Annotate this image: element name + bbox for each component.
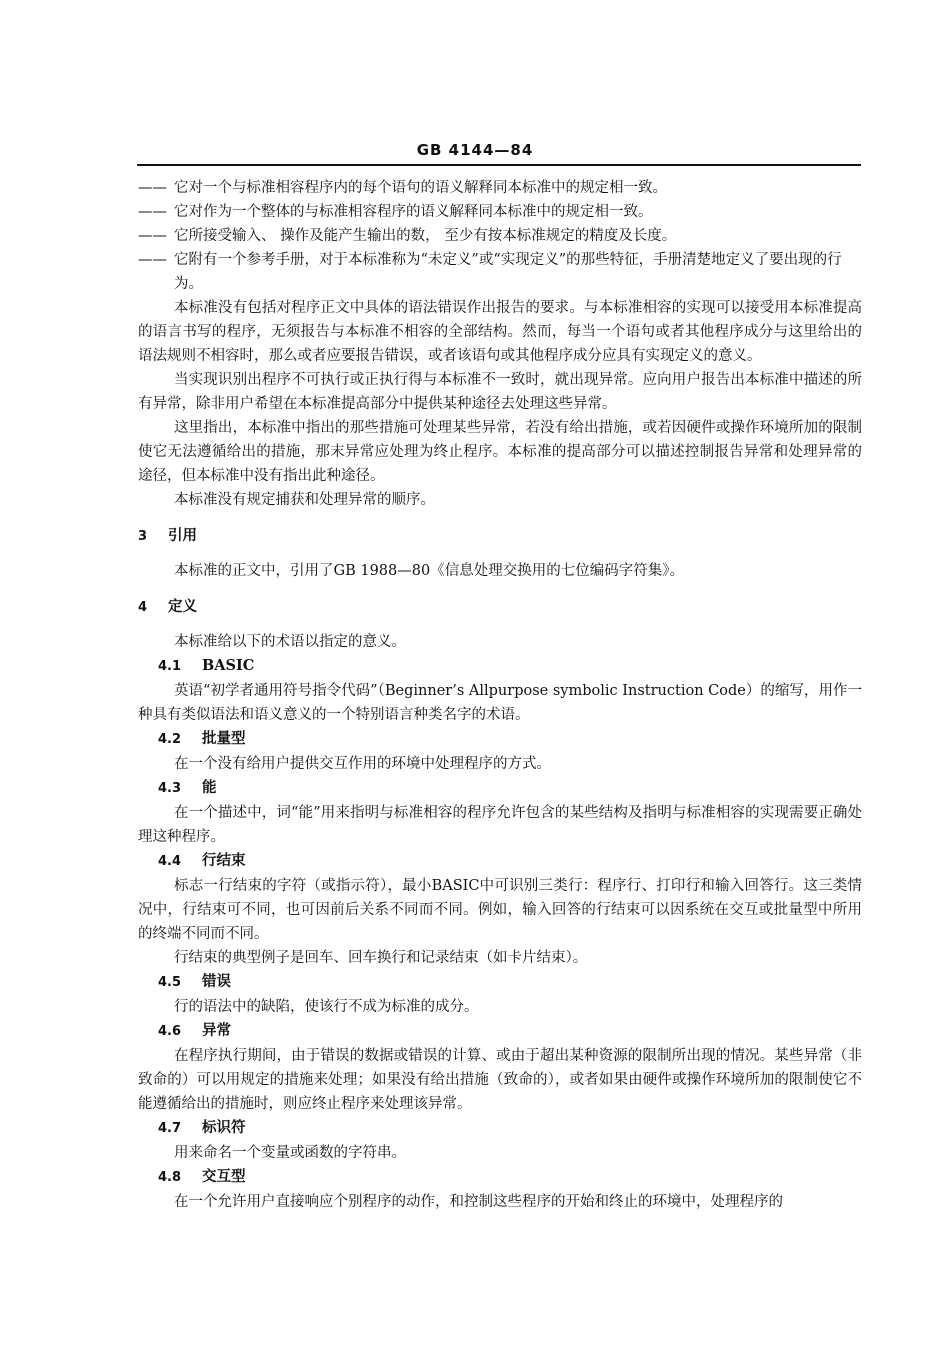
list-item: —— 它对作为一个整体的与标准相容程序的语义解释同本标准中的规定相一致。 <box>138 200 862 224</box>
section-heading-4: 4 定义 <box>138 598 197 615</box>
standard-code-header: GB 4144—84 <box>416 141 534 159</box>
definition-heading: 4.8 交互型 <box>158 1168 246 1185</box>
list-dash: —— <box>138 180 167 196</box>
definition-heading: 4.2 批量型 <box>158 730 246 747</box>
list-item: —— 它所接受输入、 操作及能产生输出的数， 至少有按本标准规定的精度及长度。 <box>138 224 862 248</box>
definition-text: 在一个描述中，词“能”用来指明与标准相容的程序允许包含的某些结构及指明与标准相容的实现需要正确处理这种程序。 <box>138 805 862 845</box>
list-dash: —— <box>138 228 167 244</box>
paragraph: 本标准没有包括对程序正文中具体的语法错误作出报告的要求。与本标准相容的实现可以接受用本标准提高的语言书写的程序，无须报告与本标准不相容的全部结构。然而，每当一个语句或者其他程序成分与这里给出的语法规则不相容时，那么或者应要报告错误，或者该语句或其他程序成分应具有实现定义的意义。 <box>138 300 862 364</box>
paragraph: 这里指出，本标准中指出的那些措施可处理某些异常，若没有给出措施，或若因硬件或操作环境所加的限制使它无法遵循给出的措施，那末异常应处理为终止程序。本标准的提高部分可以描述控制报告异常和处理异常的途径，但本标准中没有指出此种途径。 <box>138 420 862 484</box>
definition-heading: 4.3 能 <box>158 779 217 796</box>
definition-text: 标志一行结束的字符（或指示符），最小BASIC中可识别三类行：程序行、打印行和输入回答行。这三类情况中，行结束可不同，也可因前后关系不同而不同。例如，输入回答的行结束可以因系统在交互或批量型中所用的终端不同而不同。 <box>138 878 862 942</box>
definition-text: 在程序执行期间，由于错误的数据或错误的计算、或由于超出某种资源的限制所出现的情况。某些异常（非致命的）可以用规定的措施来处理；如果没有给出措施（致命的），或者如果由硬件或操作环境所加的限制使它不能遵循给出的措施时，则应终止程序来处理该异常。 <box>138 1048 862 1112</box>
section-4-intro: 本标准给以下的术语以指定的意义。 <box>174 634 406 650</box>
document-body <box>138 176 862 1214</box>
definition-text: 用来命名一个变量或函数的字符串。 <box>174 1145 406 1161</box>
section-3-text: 本标准的正文中，引用了GB 1988—80《信息处理交换用的七位编码字符集》。 <box>174 563 684 579</box>
list-dash: —— <box>138 252 167 268</box>
list-item: —— 它附有一个参考手册，对于本标准称为“未定义”或“实现定义”的那些特征，手册清楚地定义了要出现的行为。 <box>138 248 862 296</box>
definition-heading: 4.7 标识符 <box>158 1119 246 1136</box>
paragraph: 本标准没有规定捕获和处理异常的顺序。 <box>174 492 435 508</box>
list-dash: —— <box>138 204 167 220</box>
definition-text: 行的语法中的缺陷，使该行不成为标准的成分。 <box>174 999 479 1015</box>
section-heading-3: 3 引用 <box>138 527 197 544</box>
definition-text: 在一个允许用户直接响应个别程序的动作，和控制这些程序的开始和终止的环境中，处理程序的 <box>174 1194 783 1210</box>
definition-heading: 4.1 BASIC <box>158 657 255 674</box>
definition-text: 行结束的典型例子是回车、回车换行和记录结束（如卡片结束）。 <box>174 950 588 966</box>
header-rule <box>137 164 861 166</box>
definition-heading: 4.4 行结束 <box>158 852 246 869</box>
definition-heading: 4.5 错误 <box>158 973 231 990</box>
definition-text: 在一个没有给用户提供交互作用的环境中处理程序的方式。 <box>174 756 551 772</box>
paragraph: 当实现识别出程序不可执行或正执行得与本标准不一致时，就出现异常。应向用户报告出本标准中描述的所有异常，除非用户希望在本标准提高部分中提供某种途径去处理这些异常。 <box>138 372 862 412</box>
definition-text: 英语“初学者通用符号指令代码”（Beginner’s Allpurpose symbolic Instruction Code）的缩写，用作一种具有类似语法和语义意义的一个特别语言种类名字的术语。 <box>138 683 862 723</box>
definition-heading: 4.6 异常 <box>158 1022 231 1039</box>
list-item: —— 它对一个与标准相容程序内的每个语句的语义解释同本标准中的规定相一致。 <box>138 176 862 200</box>
